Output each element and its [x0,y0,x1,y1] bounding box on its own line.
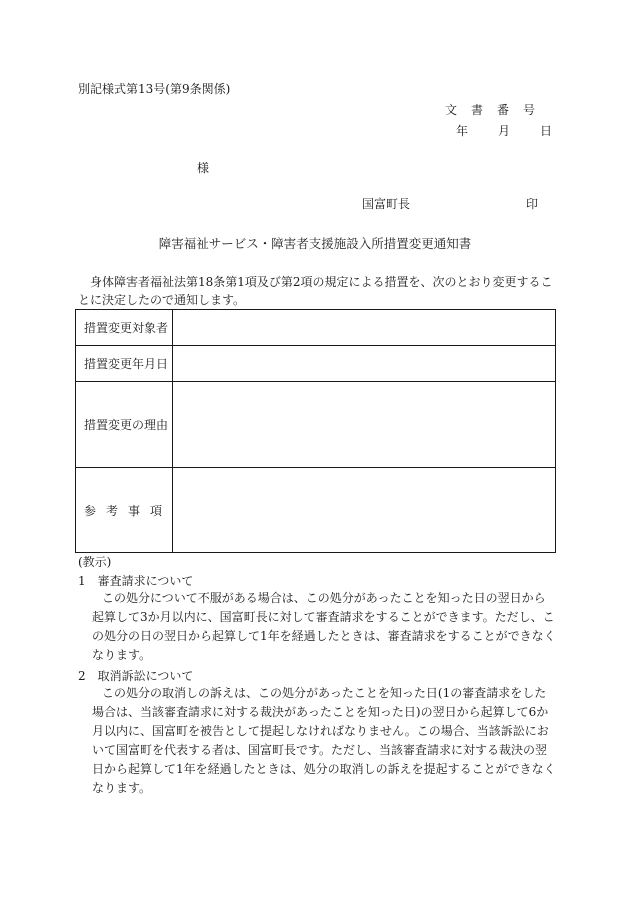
seal-mark: 印 [526,197,539,211]
row-value [173,382,556,468]
row-label: 参考事項 [76,468,173,553]
addressee-suffix: 様 [197,161,210,175]
document-title: 障害福祉サービス・障害者支援施設入所措置変更通知書 [158,236,472,251]
notice-heading: (教示) [78,555,112,569]
date-line [456,125,552,137]
row-value [173,346,556,382]
table-row [76,382,556,468]
section-title: 2 取消訴訟について [78,669,194,683]
details-table [75,309,556,553]
date-day: 日 [540,124,553,138]
date-month: 月 [498,124,511,138]
date-year: 年 [456,124,469,138]
row-label: 措置変更年月日 [76,346,173,382]
row-label: 措置変更の理由 [76,382,173,468]
intro-paragraph: 身体障害者福祉法第18条第1項及び第2項の規定による措置を、次のとおり変更することに決定したので通知します。 [78,275,553,307]
form-id: 別記様式第13号(第9条関係) [78,82,231,96]
row-label: 措置変更対象者 [76,310,173,346]
row-value [173,310,556,346]
row-value [173,468,556,553]
table-row [76,346,556,382]
table-row [76,468,556,553]
section-body: この処分について不服がある場合は、この処分があったことを知った日の翌日から起算して3か月以内に、国富町長に対して審査請求をすることができます。ただし、この処分の日の翌日から起算して1年を経過したときは、審査請求をすることができなくなります。 [92,591,556,662]
section-title: 1 審査請求について [78,574,194,588]
issuer-name: 国富町長 [362,197,411,211]
document-number-label: 文書番号 [445,103,550,117]
table-row [76,310,556,346]
section-body: この処分の取消しの訴えは、この処分があったことを知った日(1の審査請求をした場合は、当該審査請求に対する裁決があったことを知った日)の翌日から起算して6か月以内に、国富町を被告として提起しなければなりません。この場合、当該訴訟において国富町を代表する者は、国富町長です。ただし、当該審査請求に対する裁決の翌日から起算して1年を経過したときは、処分の取消しの訴えを提起することができなくなります。 [92,686,556,795]
